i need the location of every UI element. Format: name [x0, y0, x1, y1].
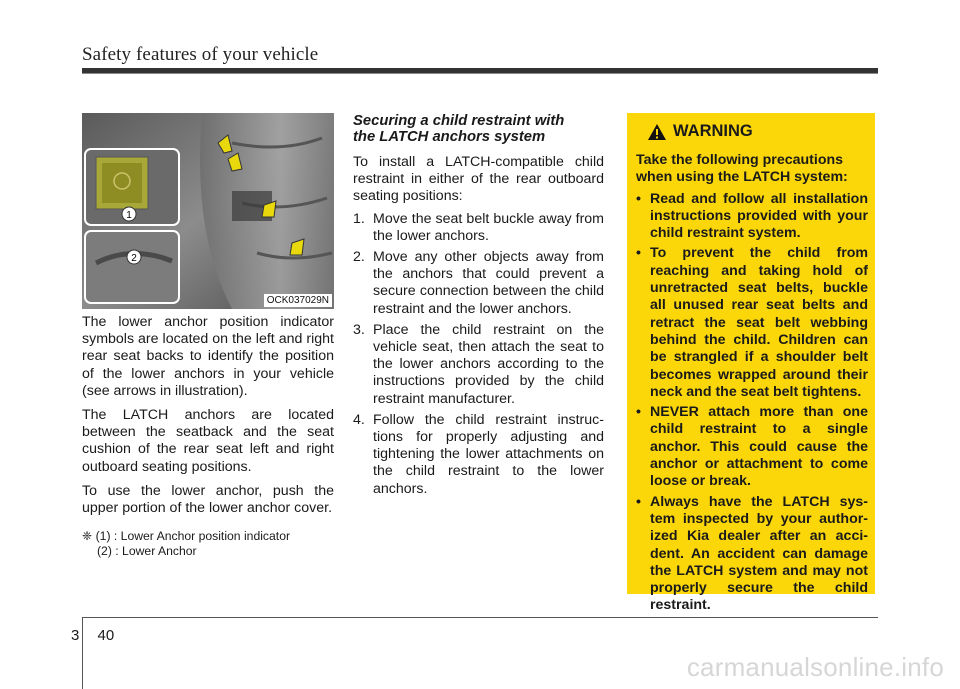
- list-item: [353, 211, 604, 245]
- list-item: [353, 322, 604, 408]
- warning-item-text: NEVER attach more than one child restraint to a single anchor. This could cause the anchor or attachment to come loose or break.: [650, 404, 868, 490]
- figure-legend: [82, 529, 334, 559]
- watermark: carmanualsonline.info: [686, 652, 944, 682]
- step-text: Move any other objects away from the anchors that could prevent a secure connection between the child restraint and the lower anchors.: [373, 249, 604, 317]
- install-intro: To install a LATCH-compatible child restraint in either of the rear outboard seating positions:: [353, 154, 604, 205]
- legend-item-1: (1) : Lower Anchor position indicator: [95, 529, 291, 544]
- footer-rule: [82, 617, 878, 618]
- step-text: Follow the child restraint instruc-tions for properly adjusting and tightening the lower attachments on the child restraint to the lower anchors.: [373, 411, 604, 497]
- step-text: Move the seat belt buckle away from the lower anchors.: [373, 210, 604, 244]
- step-number: 2.: [353, 249, 365, 266]
- step-number: 4.: [353, 411, 365, 428]
- paragraph-location: The LATCH anchors are located between the seatback and the seat cushion of the rear seat left and right outboard seating positions.: [82, 407, 334, 475]
- warning-header: [647, 123, 868, 141]
- page-number: [71, 627, 114, 644]
- bullet: •: [636, 190, 641, 207]
- marker-1: 1: [126, 210, 132, 221]
- figure-code: OCK037029N: [264, 294, 332, 307]
- paragraph-use: To use the lower anchor, push the upper portion of the lower anchor cover.: [82, 482, 334, 517]
- list-item: [636, 245, 868, 401]
- legend-item-2: (2) : Lower Anchor: [97, 544, 197, 559]
- warning-item-text: Always have the LATCH sys-tem inspected by your author-ized Kia dealer after an acci-dent. An accident can damage the LATCH system and may not properly secure the child restraint.: [650, 493, 868, 614]
- warning-triangle-icon: [647, 123, 667, 141]
- seat-photo: [82, 113, 334, 309]
- step-text: Place the child restraint on the vehicle seat, then attach the seat to the lower anchors according to the instructions provided by the child restraint manufacturer.: [373, 321, 604, 407]
- paragraph-indicator: The lower anchor position indicator symbols are located on the left and right rear seat backs to identify the position of the lower anchors in your vehicle (see arrows in illustration).: [82, 314, 334, 399]
- bullet: •: [636, 493, 641, 510]
- column-1: [82, 314, 334, 559]
- list-item: [353, 412, 604, 498]
- section-heading-line1: Securing a child restraint with: [353, 113, 565, 129]
- section-heading: [353, 113, 604, 145]
- header-rule-thin: [82, 73, 878, 74]
- chapter-number: 3: [71, 627, 80, 644]
- column-2: [353, 113, 604, 502]
- marker-2: 2: [131, 253, 137, 264]
- page-index: 40: [97, 627, 115, 644]
- list-item: [353, 249, 604, 318]
- list-item: [636, 404, 868, 490]
- step-number: 1.: [353, 210, 365, 227]
- bullet: •: [636, 404, 641, 421]
- warning-intro: Take the following precautions when using the LATCH system:: [636, 152, 848, 186]
- rear-seat-illustration: [82, 113, 334, 309]
- install-steps: [353, 211, 604, 498]
- warning-box: [627, 113, 875, 614]
- warning-item-text: To prevent the child from reaching and taking hold of unretracted seat belts, buckle all unused rear seat belts and retract the seat belt webbing behind the child. Children can be strangled if a shoulder belt becomes wrapped around their neck and the seat belt tightens.: [650, 245, 868, 400]
- list-item: [636, 494, 868, 615]
- section-heading-line2: the LATCH anchors system: [353, 129, 546, 145]
- warning-list: [636, 191, 868, 615]
- page-header-title: Safety features of your vehicle: [82, 44, 319, 65]
- note-symbol: ❈: [82, 529, 93, 544]
- warning-title: WARNING: [673, 122, 753, 141]
- list-item: [636, 191, 868, 243]
- warning-item-text: Read and follow all installation instructions provided with your child restraint system.: [650, 190, 868, 242]
- step-number: 3.: [353, 321, 365, 338]
- bullet: •: [636, 245, 641, 262]
